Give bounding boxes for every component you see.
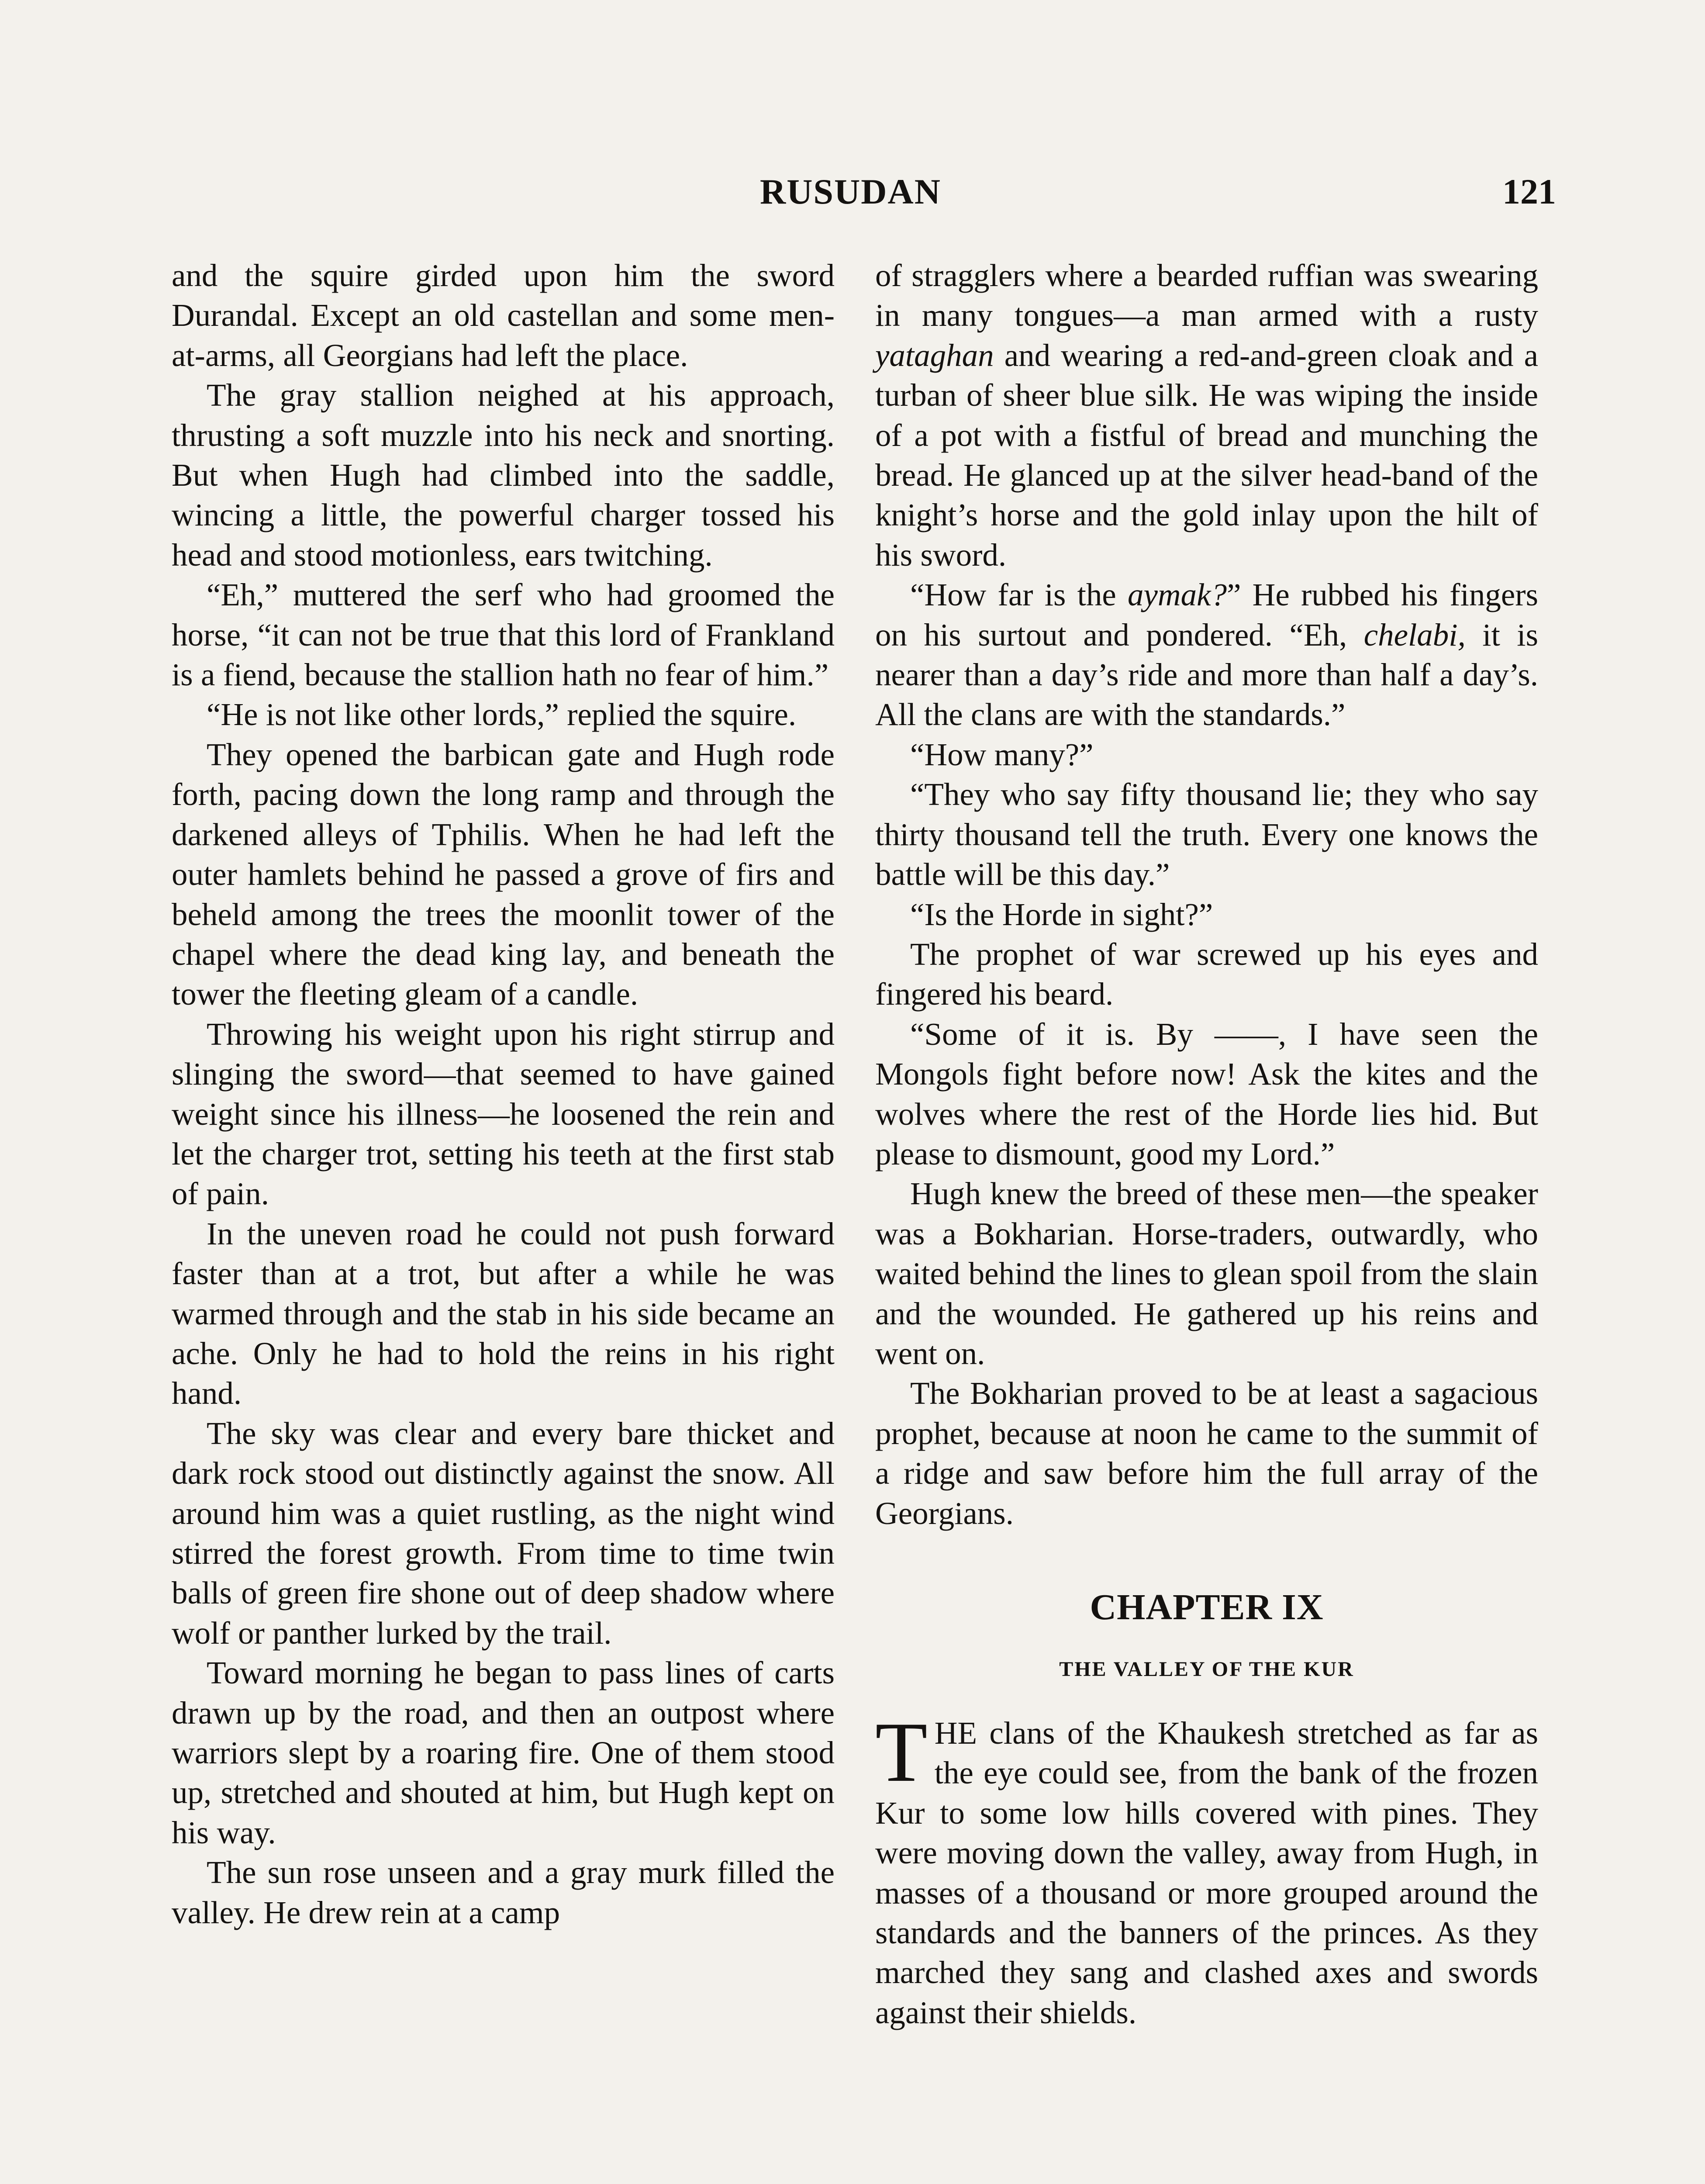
page-header	[0, 171, 1705, 219]
right-column	[875, 256, 1538, 2032]
paragraph: The prophet of war screwed up his eyes and fingered his beard.	[875, 936, 1538, 1012]
paragraph: and the squire girded upon him the sword Durandal. Except an old castellan and some men-at-arms, all Georgians had left the place.	[172, 258, 835, 373]
paragraph: “He is not like other lords,” replied the squire.	[207, 697, 797, 733]
chapter-heading	[875, 1586, 1538, 2032]
italic-term: aymak?	[1128, 577, 1227, 613]
paragraph: “Eh,” muttered the serf who had groomed the horse, “it can not be true that this lord of Frankland is a fiend, because the stallion hath no fear of him.”	[172, 577, 835, 693]
paragraph: Throwing his weight upon his right stirrup and slinging the sword—that seemed to have gained weight since his illness—he loosened the rein and let the charger trot, setting his teeth at the first stab of pain.	[172, 1016, 835, 1212]
left-column	[172, 256, 835, 1932]
page-number: 121	[1502, 172, 1556, 211]
paragraph: Toward morning he began to pass lines of carts drawn up by the road, and then an outpost where warriors slept by a roaring fire. One of them stood up, stretched and shouted at him, but Hugh kept on his way.	[172, 1655, 835, 1850]
paragraph: Hugh knew the breed of these men—the speaker was a Bokharian. Horse-traders, outwardly, who waited behind the lines to glean spoil from the slain and the wounded. He gathered up his reins and went on.	[875, 1176, 1538, 1371]
running-title: RUSUDAN	[760, 172, 941, 211]
text-run: HE clans of the Khaukesh stretched as far as the eye could see, from the bank of the frozen Kur to some low hills covered with pines. They were moving down the valley, away from Hugh, in masses of a thousand or more grouped around the standards and the banners of the princes. As they marched they sang and clashed axes and swords against their shields.	[875, 1715, 1538, 2030]
paragraph	[875, 256, 1538, 575]
chapter-opening-paragraph	[875, 1705, 1538, 2032]
paragraph	[875, 575, 1538, 735]
paragraph: They opened the barbican gate and Hugh rode forth, pacing down the long ramp and through the darkened alleys of Tphilis. When he had left the outer hamlets behind he passed a grove of firs and beheld among the trees the moonlit tower of the chapel where the dead king lay, and beneath the tower the fleeting gleam of a candle.	[172, 736, 835, 1012]
paragraph: “Is the Horde in sight?”	[910, 896, 1213, 932]
paragraph: The gray stallion neighed at his approach, thrusting a soft muzzle into his neck and snorting. But when Hugh had climbed into the saddle, wincing a little, the powerful charger tossed his head and stood motionless, ears twitching.	[172, 377, 835, 573]
paragraph: In the uneven road he could not push forward faster than at a trot, but after a while he was warmed through and the stab in his side became an ache. Only he had to hold the reins in his right hand.	[172, 1216, 835, 1411]
paragraph: “They who say fifty thousand lie; they who say thirty thousand tell the truth. Every one knows the battle will be this day.”	[875, 777, 1538, 892]
paragraph: The sun rose unseen and a gray murk filled the valley. He drew rein at a camp	[172, 1855, 835, 1930]
italic-term: yataghan	[875, 337, 994, 373]
paragraph: “How many?”	[910, 736, 1094, 772]
italic-term: chelabi,	[1363, 617, 1466, 653]
chapter-title: CHAPTER IX	[1090, 1587, 1324, 1628]
text-run: and wearing a red-and-green cloak and a turban of sheer blue silk. He was wiping the inside of a pot with a fistful of bread and munching the bread. He glanced up at the silver head-band of the knight’s horse and the gold inlay upon the hilt of his sword.	[875, 337, 1538, 573]
text-run: “How far is the	[910, 577, 1128, 613]
text-run: ” He rubbed his fingers on his surtout and pondered. “Eh,	[875, 577, 1538, 653]
text-run: it is nearer than a day’s ride and more than half a day’s. All the clans are with the standards.”	[875, 617, 1538, 733]
chapter-subtitle: THE VALLEY OF THE KUR	[1059, 1658, 1354, 1681]
paragraph: The sky was clear and every bare thicket and dark rock stood out distinctly against the snow. All around him was a quiet rustling, as the night wind stirred the forest growth. From time to time twin balls of green fire shone out of deep shadow where wolf or panther lurked by the trail.	[172, 1415, 835, 1651]
paragraph: “Some of it is. By ——, I have seen the Mongols fight before now! Ask the kites and the wolves where the rest of the Horde lies hid. But please to dismount, good my Lord.”	[875, 1016, 1538, 1171]
drop-cap: T	[875, 1705, 928, 1800]
text-run: of stragglers where a bearded ruffian was swearing in many tongues—a man armed with a rusty	[875, 258, 1538, 333]
paragraph: The Bokharian proved to be at least a sagacious prophet, because at noon he came to the summit of a ridge and saw before him the full array of the Georgians.	[875, 1375, 1538, 1531]
